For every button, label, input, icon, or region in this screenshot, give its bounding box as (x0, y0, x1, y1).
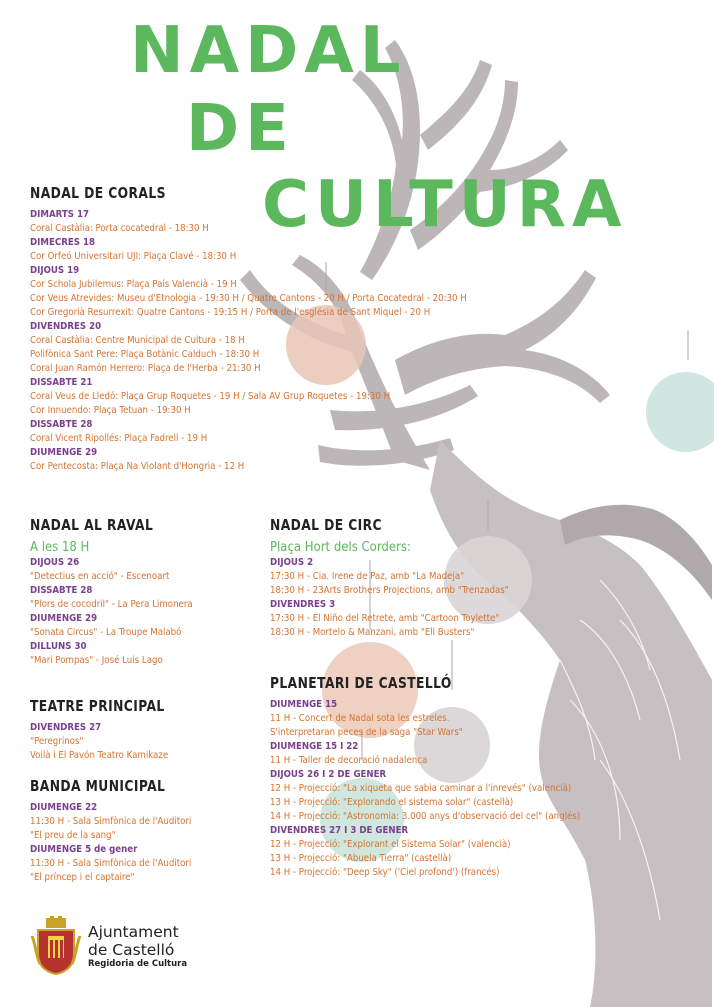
section-heading: TEATRE PRINCIPAL (30, 697, 165, 715)
section-banda (30, 777, 195, 885)
event-item: 13 H - Projecció: "Abuela Tierra" (castellà) (270, 853, 452, 864)
event-item: "Peregrinos" (30, 736, 84, 747)
logo-line-3: Regidoria de Cultura (88, 959, 188, 969)
event-day: DIUMENGE 29 (30, 613, 98, 624)
event-item: Coral Vicent Ripollés: Plaça Fadrell - 19 H (30, 433, 208, 444)
event-day: DIVENDRES 3 (270, 599, 336, 610)
event-day: DIMECRES 18 (30, 237, 95, 248)
logo-line-1: Ajuntament (88, 923, 179, 941)
event-item: Coral Juan Ramón Herrero: Plaça de l'Herba - 21:30 H (30, 363, 261, 374)
event-item: Cor Orfeó Universitari UJI: Plaça Clavé - 18:30 H (30, 251, 237, 262)
event-item: Cor Pentecosta: Plaça Na Violant d'Hongria - 12 H (30, 461, 245, 472)
section-heading: BANDA MUNICIPAL (30, 777, 166, 795)
event-day: DISSABTE 21 (30, 377, 93, 388)
event-item: 13 H - Projecció: "Explorando el sistema solar" (castellà) (270, 797, 514, 808)
event-item: "Plors de cocodril" - La Pera Limonera (30, 599, 193, 610)
event-day: DILLUNS 30 (30, 641, 87, 652)
event-day: DIJOUS 2 (270, 557, 314, 568)
event-item: "Sonata Circus" - La Troupe Malabó (30, 627, 182, 638)
event-item: 11 H - Taller de decoració nadalenca (270, 755, 428, 766)
section-planetari (270, 674, 580, 880)
event-item: "Mari Pompas" - José Luis Lago (30, 655, 163, 666)
event-item: Cor Veus Atrevides: Museu d'Etnologia - 19:30 H / Quatre Cantons - 20 H / Porta Cocatedral - 20:30 H (30, 293, 467, 304)
event-day: DISSABTE 28 (30, 419, 93, 430)
event-item: Polifònica Sant Pere: Plaça Botànic Calduch - 18:30 H (30, 349, 260, 360)
event-item: 17:30 H - El Niño del Retrete, amb "Cartoon Toylette" (270, 613, 500, 624)
event-day: DIJOUS 19 (30, 265, 80, 276)
event-item: 11:30 H - Sala Simfònica de l'Auditori (30, 858, 192, 869)
event-item: 18:30 H - 23Arts Brothers Projections, amb "Trenzadas" (270, 585, 509, 596)
event-item: 12 H - Projecció: "Explorant el Sistema Solar" (valencià) (270, 839, 511, 850)
section-heading: NADAL DE CORALS (30, 184, 166, 202)
event-day: DIUMENGE 22 (30, 802, 98, 813)
section-subtitle: Plaça Hort dels Corders: (270, 540, 411, 555)
event-item: "El príncep i el captaire" (30, 872, 135, 883)
event-day: DIJOUS 26 (30, 557, 80, 568)
section-subtitle: A les 18 H (30, 540, 90, 555)
event-item: Cor Schola Jubilemus: Plaça País Valencià - 19 H (30, 279, 237, 290)
section-heading: NADAL AL RAVAL (30, 516, 154, 534)
event-day: DIVENDRES 20 (30, 321, 102, 332)
event-item: "El preu de la sang" (30, 830, 116, 841)
event-item: 12 H - Projecció: "La xiqueta que sabia caminar a l'inrevés" (valencià) (270, 783, 572, 794)
event-item: Cor Innuendo: Plaça Tetuan - 19:30 H (30, 405, 191, 416)
title-line-1: NADAL (130, 14, 407, 88)
event-item: 11:30 H - Sala Simfònica de l'Auditori (30, 816, 192, 827)
castello-coat-of-arms-icon (30, 916, 82, 976)
castello-logo-text (88, 923, 187, 969)
event-item: Cor Gregorià Resurrexit: Quatre Cantons - 19:15 H / Porta de l'església de Sant Miquel - 20 H (30, 307, 431, 318)
section-heading: NADAL DE CIRC (270, 516, 382, 534)
title-line-2: DE (186, 92, 295, 166)
section-raval (30, 516, 193, 668)
title-line-3: CULTURA (262, 168, 628, 242)
section-heading: PLANETARI DE CASTELLÓ (270, 674, 452, 692)
section-corals (30, 184, 467, 474)
event-item: 18:30 H - Mortelo & Manzani, amb "Ell Busters" (270, 627, 475, 638)
event-day: DIMARTS 17 (30, 209, 89, 220)
event-item: 17:30 H - Cia. Irene de Paz, amb "La Madeja" (270, 571, 465, 582)
event-item: "Detectius en acció" - Escenoart (30, 571, 170, 582)
event-day: DIVENDRES 27 (30, 722, 102, 733)
event-item: Coral Veus de Lledó: Plaça Grup Roquetes - 19 H / Sala AV Grup Roquetes - 19:30 H (30, 391, 391, 402)
event-item: Voilà i El Pavón Teatro Kamikaze (30, 750, 169, 761)
event-item: 14 H - Projecció: "Astronomia: 3.000 anys d'observació del cel" (anglés) (270, 811, 581, 822)
section-teatre (30, 697, 194, 763)
event-item: Coral Castàlia: Porta cocatedral - 18:30 H (30, 223, 209, 234)
event-item: 11 H - Concert de Nadal sota les estreles. (270, 713, 450, 724)
event-day: DIUMENGE 5 de gener (30, 844, 138, 855)
section-circ (270, 516, 509, 640)
event-item: 14 H - Projecció: "Deep Sky" ('Ciel profond') (francés) (270, 867, 500, 878)
event-day: DIJOUS 26 I 2 DE GENER (270, 769, 387, 780)
event-day: DIUMENGE 15 I 22 (270, 741, 359, 752)
event-day: DISSABTE 28 (30, 585, 93, 596)
logo-line-2: de Castelló (88, 941, 175, 959)
event-day: DIVENDRES 27 I 3 DE GENER (270, 825, 409, 836)
event-day: DIUMENGE 29 (30, 447, 98, 458)
event-item: S'interpretaran peces de la saga "Star Wars" (270, 727, 463, 738)
event-item: Coral Castàlia: Centre Municipal de Cultura - 18 H (30, 335, 245, 346)
event-day: DIUMENGE 15 (270, 699, 338, 710)
